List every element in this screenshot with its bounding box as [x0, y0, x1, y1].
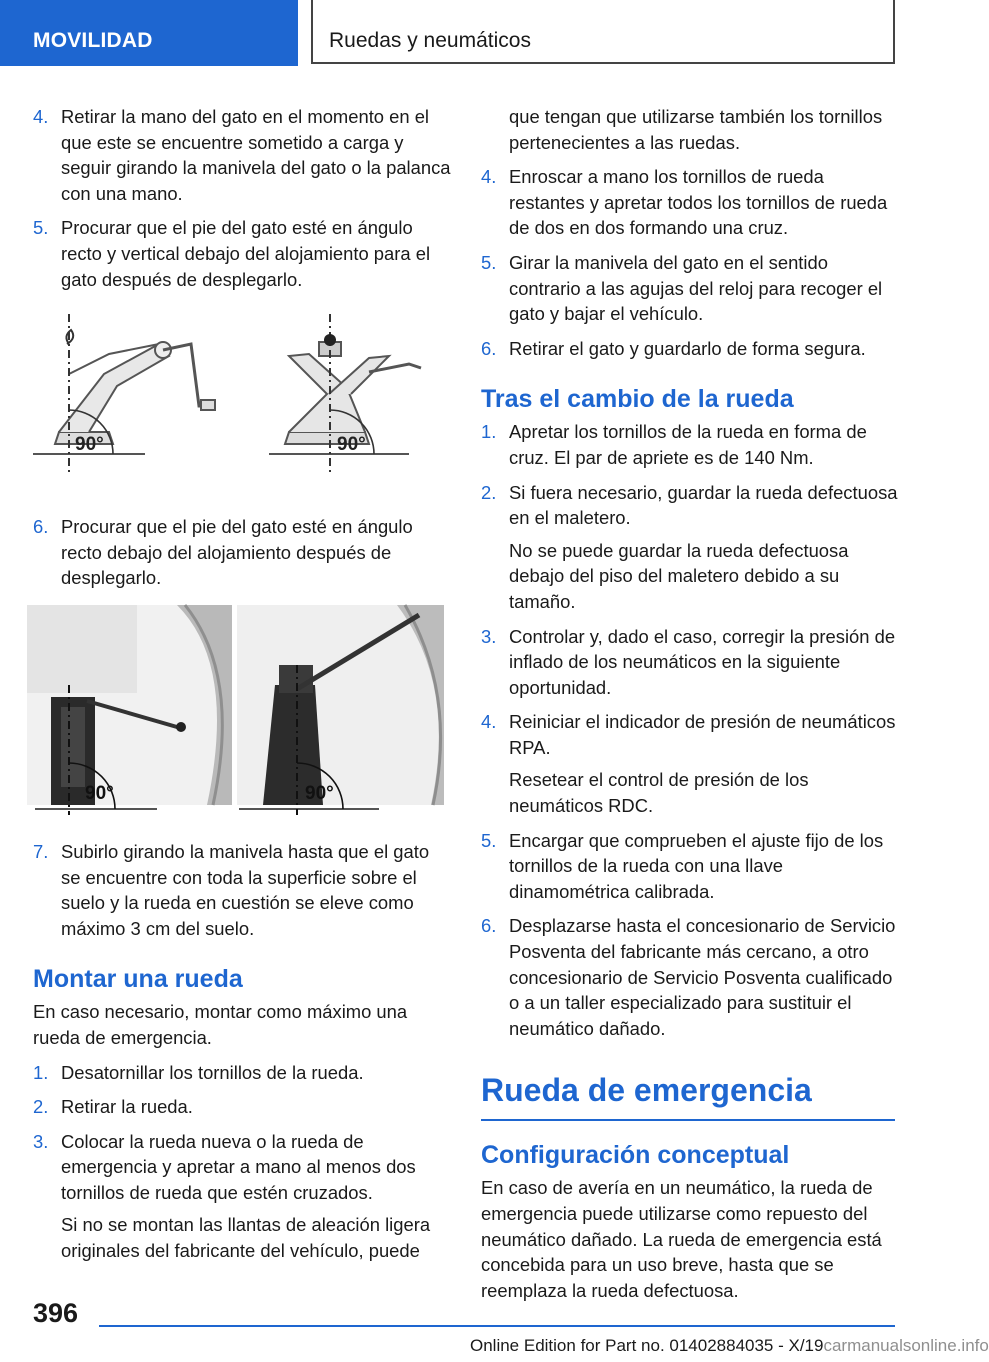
angle-label: 90° [337, 434, 366, 456]
step-number: 6. [481, 337, 497, 359]
step-text: Encargar que comprueben el ajuste fijo de los tornillos de la rueda con una llave dinamométrica calibrada. [509, 829, 884, 902]
step-note: Si no se montan las llantas de aleación ligera originales del fabricante del vehículo, puede [61, 1214, 431, 1262]
step-text: Girar la manivela del gato en el sentido contrario a las agujas del reloj para recoger el gato y bajar el vehículo. [509, 251, 883, 325]
step-text: Retirar la rueda. [61, 1096, 193, 1118]
mount-step-6 [481, 336, 899, 362]
step-text: Procurar que el pie del gato esté en ángulo recto debajo del alojamiento después de desplegarlo. [61, 516, 413, 589]
step-number: 3. [481, 625, 497, 647]
after-step-2 [481, 480, 899, 615]
page-number: 396 [33, 1298, 79, 1328]
after-step-5 [481, 828, 899, 905]
jack-photo-right [237, 605, 444, 815]
concept-heading: Configuración conceptual [481, 1141, 790, 1170]
left-column [33, 104, 451, 1273]
angle-label: 90° [85, 782, 114, 804]
step-text: Controlar y, dado el caso, corregir la presión de inflado de los neumáticos en la siguiente oportunidad. [509, 625, 896, 698]
after-step-1 [481, 419, 899, 470]
step-number: 5. [481, 829, 497, 851]
step-number: 4. [481, 711, 497, 733]
concept-text: En caso de avería en un neumático, la rueda de emergencia puede utilizarse como repuesto del neumático dañado. La rueda de emergencia está concebida para un uso breve, hasta que se reemplaza la rueda defectuosa. [481, 1177, 882, 1301]
mount-step-4 [481, 164, 899, 241]
continued-text: que tengan que utilizarse también los tornillos pertenecientes a las ruedas. [509, 106, 883, 153]
step-number: 1. [33, 1061, 49, 1083]
footer-edition [470, 1336, 989, 1356]
step-text: Si fuera necesario, guardar la rueda defectuosa en el maletero. [509, 481, 898, 529]
edition-text: Online Edition for Part no. 01402884035 - X/19 [470, 1336, 824, 1355]
step-text: Subirlo girando la manivela hasta que el gato se encuentre con toda la superficie sobre el suelo y la rueda en cuestión se eleve como máximo 3 cm del suelo. [61, 840, 430, 939]
after-change-heading: Tras el cambio de la rueda [481, 385, 794, 414]
jack-photo-left [27, 605, 232, 815]
right-column [481, 104, 899, 1303]
step-note: Resetear el control de presión de los neumáticos RDC. [509, 769, 809, 817]
step-text: Apretar los tornillos de la rueda en forma de cruz. El par de apriete es de 140 Nm. [509, 421, 867, 468]
footer-divider [99, 1325, 895, 1327]
jack-diagram-figure [29, 314, 451, 494]
step-number: 4. [33, 106, 49, 127]
jack-photo-figure [27, 605, 451, 817]
emergency-wheel-heading: Rueda de emergencia [481, 1069, 895, 1121]
page-header [0, 0, 960, 66]
step-text: Reiniciar el indicador de presión de neumáticos RPA. [509, 711, 896, 758]
step-text: Enroscar a mano los tornillos de rueda restantes y apretar todos los tornillos de rueda de dos en dos formando una cruz. [509, 166, 888, 239]
step-number: 5. [481, 251, 497, 273]
section-tab[interactable]: MOVILIDAD [0, 0, 298, 66]
step-number: 3. [33, 1130, 49, 1152]
step-text: Retirar la mano del gato en el momento en el que este se encuentre sometido a carga y seguir girando la manivela del gato o la palanca con una mano. [61, 106, 451, 204]
mount-step-2 [33, 1094, 451, 1120]
step-text: Procurar que el pie del gato esté en ángulo recto y vertical debajo del alojamiento para el gato después de desplegarlo. [61, 217, 431, 290]
mount-wheel-heading: Montar una rueda [33, 965, 243, 994]
step-number: 2. [481, 481, 497, 503]
step-5-jack-angle [33, 215, 451, 292]
step-number: 5. [33, 217, 49, 239]
jack-side-view [33, 342, 215, 454]
after-step-4 [481, 709, 899, 818]
step-text: Colocar la rueda nueva o la rueda de emergencia y apretar a mano al menos dos tornillos de rueda que estén cruzados. [61, 1130, 416, 1203]
mount-step-1 [33, 1060, 451, 1086]
step-number: 6. [481, 915, 497, 937]
angle-label: 90° [75, 434, 104, 456]
scissor-jack-illustration [29, 314, 449, 494]
angle-label: 90° [305, 782, 334, 804]
step-text: Desplazarse hasta el concesionario de Servicio Posventa del fabricante más cercano, a otro concesionario de Servicio Posventa cualificado o a un taller especializado para sustituir el neumático dañado. [509, 915, 896, 1039]
step-number: 1. [481, 421, 497, 443]
step-4-release-jack [33, 104, 451, 206]
step-number: 2. [33, 1096, 49, 1118]
step-number: 4. [481, 166, 497, 188]
chapter-title: Ruedas y neumáticos [311, 0, 895, 64]
mount-step-5 [481, 250, 899, 327]
step-text: Retirar el gato y guardarlo de forma segura. [509, 337, 866, 359]
after-step-6 [481, 913, 899, 1041]
watermark-text: carmanualsonline.info [823, 1336, 989, 1355]
jack-photo-illustration [27, 605, 447, 817]
step-number: 6. [33, 516, 49, 538]
step-text: Desatornillar los tornillos de la rueda. [61, 1061, 364, 1083]
step-note: No se puede guardar la rueda defectuosa debajo del piso del maletero debido a su tamaño. [509, 539, 849, 612]
mount-step-3 [33, 1129, 451, 1264]
step-7-raise-jack [33, 839, 451, 941]
step-number: 7. [33, 840, 49, 862]
after-step-3 [481, 624, 899, 701]
step-6-jack-foot [33, 514, 451, 591]
mount-wheel-intro: En caso necesario, montar como máximo una rueda de emergencia. [33, 1001, 408, 1048]
